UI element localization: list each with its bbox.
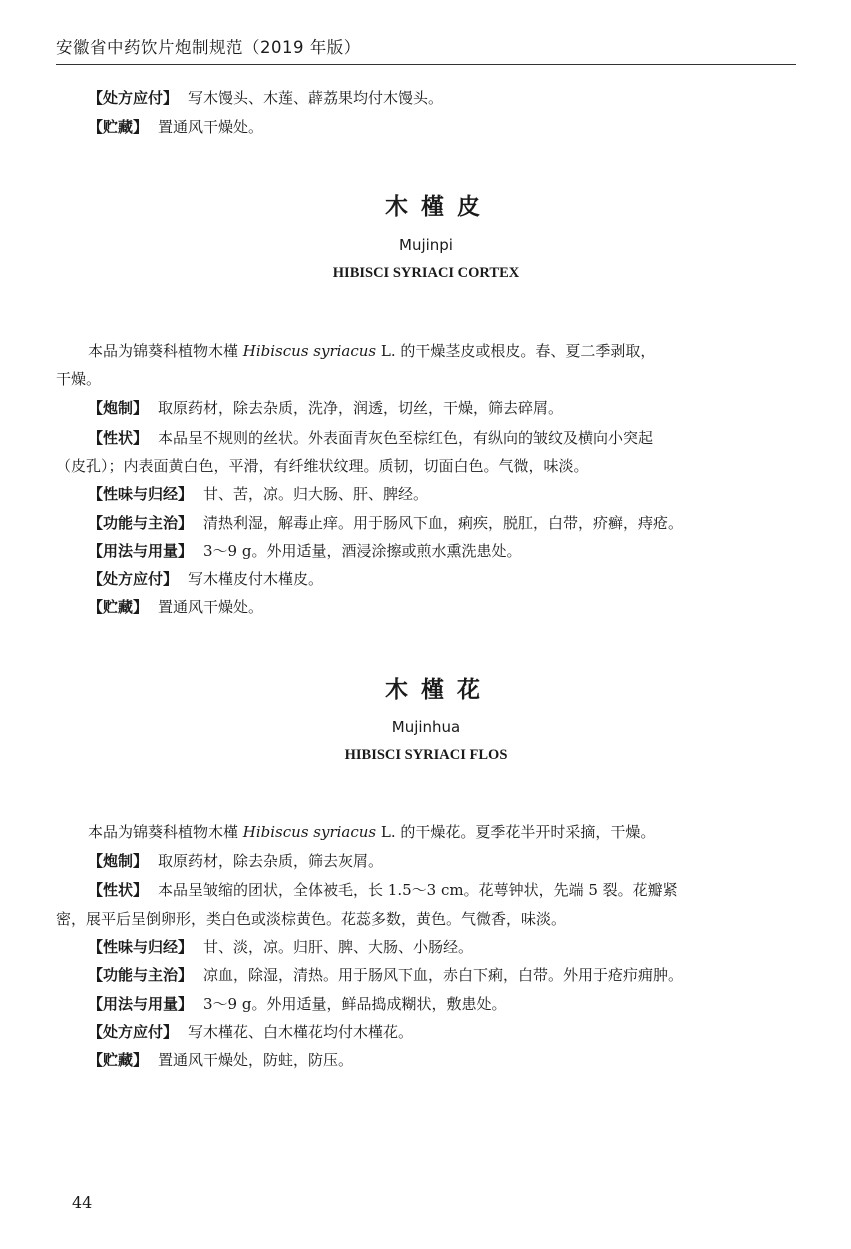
entry1-characteristics bbox=[88, 428, 653, 448]
field-text: 写木槿花、白木槿花均付木槿花。 bbox=[188, 1023, 414, 1041]
entry2-pinyin: Mujinhua bbox=[391, 718, 461, 736]
field-label: 【贮藏】 bbox=[88, 118, 149, 136]
field-text: 本品呈皱缩的团状，全体被毛，长 1.5～3 cm。花萼钟状，先端 5 裂。花瓣紧 bbox=[158, 881, 678, 899]
page-number: 44 bbox=[72, 1193, 93, 1212]
field-text: 取原药材，除去杂质，筛去灰屑。 bbox=[158, 852, 384, 870]
entry2-characteristics bbox=[88, 880, 678, 900]
text: 本品为锦葵科植物木槿 bbox=[88, 823, 243, 841]
field-label: 【功能与主治】 bbox=[88, 966, 194, 984]
entry2-storage bbox=[88, 1050, 353, 1070]
entry2-description bbox=[88, 822, 655, 842]
field-label: 【炮制】 bbox=[88, 399, 149, 417]
entry1-pinyin: Mujinpi bbox=[399, 236, 453, 254]
entry1-usage bbox=[88, 541, 521, 561]
field-label: 【功能与主治】 bbox=[88, 514, 194, 532]
entry1-nature-meridian bbox=[88, 484, 428, 504]
intro-storage bbox=[88, 117, 263, 137]
running-header: 安徽省中药饮片炮制规范（2019 年版） bbox=[56, 38, 361, 57]
entry2-latin-name: HIBISCI SYRIACI FLOS bbox=[344, 747, 508, 763]
entry1-processing bbox=[88, 398, 563, 418]
entry1-prescription bbox=[88, 569, 323, 589]
field-label: 【性状】 bbox=[88, 429, 149, 447]
field-text: 置通风干燥处。 bbox=[158, 598, 264, 616]
field-label: 【用法与用量】 bbox=[88, 995, 194, 1013]
entry1-description bbox=[88, 341, 655, 361]
text: L. 的干燥茎皮或根皮。春、夏二季剥取， bbox=[376, 342, 656, 360]
entry1-characteristics-cont: （皮孔）；内表面黄白色，平滑，有纤维状纹理。质韧，切面白色。气微，味淡。 bbox=[56, 457, 589, 475]
field-text: 取原药材，除去杂质，洗净，润透，切丝，干燥，筛去碎屑。 bbox=[158, 399, 564, 417]
entry1-title: 木槿皮 bbox=[385, 194, 493, 220]
field-text: 写木馒头、木莲、薜荔果均付木馒头。 bbox=[188, 89, 444, 107]
intro-prescription bbox=[88, 88, 443, 108]
field-text: 置通风干燥处。 bbox=[158, 118, 264, 136]
text: 本品为锦葵科植物木槿 bbox=[88, 342, 243, 360]
species-name: Hibiscus syriacus bbox=[242, 342, 377, 360]
field-text: 写木槿皮付木槿皮。 bbox=[188, 570, 324, 588]
field-text: 甘、苦，凉。归大肠、肝、脾经。 bbox=[203, 485, 429, 503]
field-text: 3～9 g。外用适量，鲜品捣成糊状，敷患处。 bbox=[203, 995, 507, 1013]
entry2-function bbox=[88, 965, 683, 985]
entry2-usage bbox=[88, 994, 506, 1014]
field-text: 3～9 g。外用适量，酒浸涂擦或煎水熏洗患处。 bbox=[203, 542, 522, 560]
entry2-prescription bbox=[88, 1022, 413, 1042]
field-label: 【性味与归经】 bbox=[88, 485, 194, 503]
entry2-nature-meridian bbox=[88, 937, 473, 957]
text: L. 的干燥花。夏季花半开时采摘，干燥。 bbox=[376, 823, 656, 841]
field-label: 【处方应付】 bbox=[88, 1023, 179, 1041]
entry2-title: 木槿花 bbox=[385, 677, 493, 703]
field-label: 【处方应付】 bbox=[88, 89, 179, 107]
entry1-latin-name: HIBISCI SYRIACI CORTEX bbox=[332, 265, 520, 281]
header-rule bbox=[56, 64, 796, 65]
species-name: Hibiscus syriacus bbox=[242, 823, 377, 841]
field-label: 【性味与归经】 bbox=[88, 938, 194, 956]
field-label: 【处方应付】 bbox=[88, 570, 179, 588]
field-label: 【贮藏】 bbox=[88, 598, 149, 616]
entry2-characteristics-cont: 密，展平后呈倒卵形，类白色或淡棕黄色。花蕊多数，黄色。气微香，味淡。 bbox=[56, 910, 567, 928]
field-text: 清热利湿，解毒止痒。用于肠风下血，痢疾，脱肛，白带，疥癣，痔疮。 bbox=[203, 514, 684, 532]
field-label: 【性状】 bbox=[88, 881, 149, 899]
field-label: 【炮制】 bbox=[88, 852, 149, 870]
entry1-description-cont: 干燥。 bbox=[56, 370, 102, 388]
entry2-processing bbox=[88, 851, 383, 871]
field-label: 【贮藏】 bbox=[88, 1051, 149, 1069]
field-text: 置通风干燥处，防蛀，防压。 bbox=[158, 1051, 354, 1069]
entry1-storage bbox=[88, 597, 263, 617]
field-text: 甘、淡，凉。归肝、脾、大肠、小肠经。 bbox=[203, 938, 474, 956]
entry1-function bbox=[88, 513, 683, 533]
field-label: 【用法与用量】 bbox=[88, 542, 194, 560]
field-text: 本品呈不规则的丝状。外表面青灰色至棕红色，有纵向的皱纹及横向小突起 bbox=[158, 429, 654, 447]
field-text: 凉血，除湿，清热。用于肠风下血，赤白下痢，白带。外用于疮疖痈肿。 bbox=[203, 966, 684, 984]
